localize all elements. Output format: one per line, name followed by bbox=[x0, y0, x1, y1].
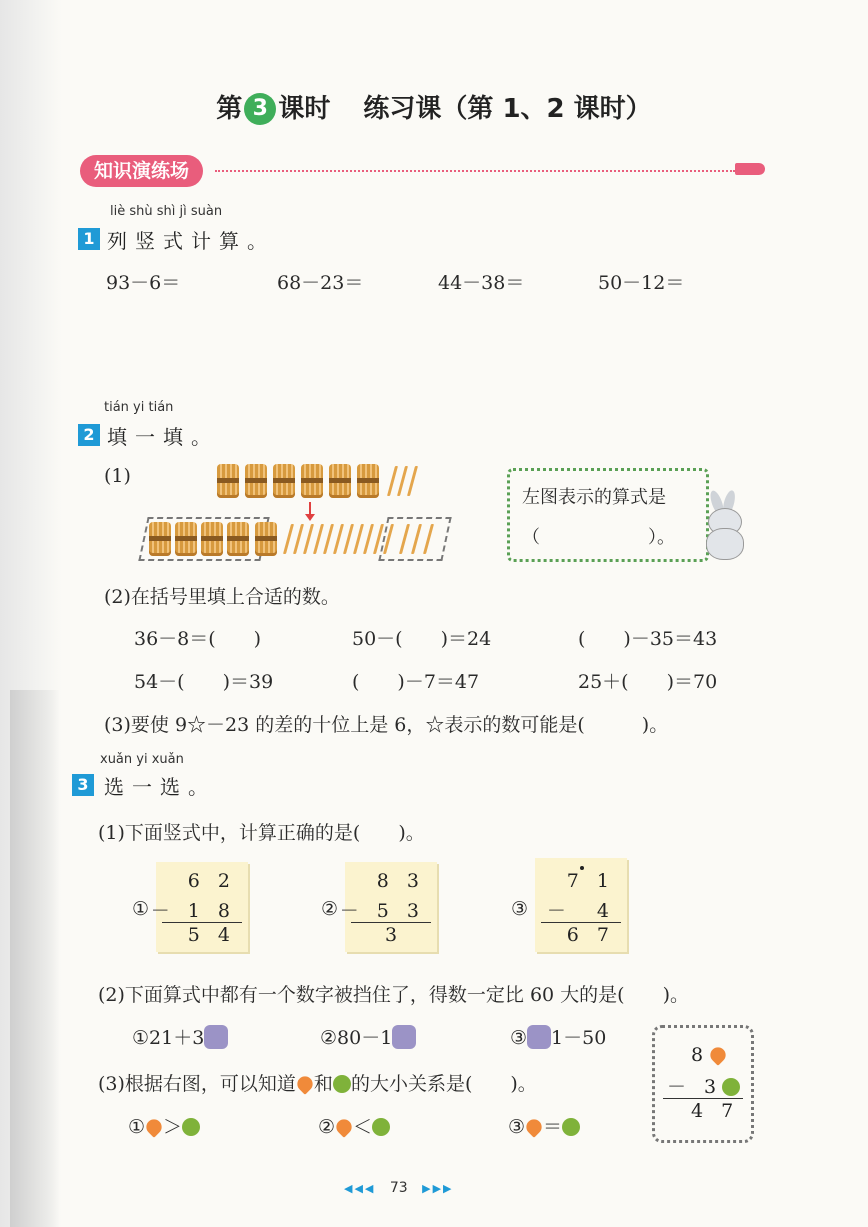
page-edge-shadow-lower bbox=[10, 690, 60, 1227]
page-footer bbox=[344, 1180, 454, 1196]
q2-p2-r2-1: 54－( )＝39 bbox=[134, 671, 274, 693]
q3-p2-opt2: ②80－1 bbox=[320, 1023, 416, 1050]
q3-p3-opt3: ③ ＝ bbox=[508, 1112, 580, 1139]
green-ball-icon bbox=[182, 1118, 200, 1136]
right-vertical-calc-box: 8 － 3 4 7 bbox=[652, 1025, 754, 1143]
green-ball-icon bbox=[372, 1118, 390, 1136]
heart-icon bbox=[523, 1116, 545, 1138]
q2-number: 2 bbox=[78, 424, 100, 446]
vertical-calc-card-3: 7 1 － 4 6 7 bbox=[535, 858, 627, 952]
vertical-calc-card-2: 8 3 － 5 3 3 bbox=[345, 862, 437, 952]
q2-part1-label: (1) bbox=[104, 465, 131, 487]
green-ball-icon bbox=[722, 1078, 740, 1096]
q1-item-1: 93－6＝ bbox=[106, 272, 181, 294]
q1-number: 1 bbox=[78, 228, 100, 250]
heart-icon bbox=[294, 1073, 316, 1095]
q1-item-2: 68－23＝ bbox=[277, 272, 364, 294]
vertical-calc-card-1: 6 2 － 1 8 5 4 bbox=[156, 862, 248, 952]
q3-instruction: 选一选。 bbox=[104, 775, 216, 799]
q1-pinyin: liè shù shì jì suàn bbox=[110, 204, 223, 219]
banner-dotted-line bbox=[215, 170, 735, 172]
q2-p2-r2-3: 25＋( )＝70 bbox=[578, 671, 718, 693]
q1-item-3: 44－38＝ bbox=[438, 272, 525, 294]
right-arrows-icon: ▶▶▶ bbox=[422, 1182, 454, 1195]
page-title: 第 3 课时 练习课（第 1、2 课时） bbox=[216, 94, 652, 124]
heart-icon bbox=[143, 1116, 165, 1138]
lesson-number-badge: 3 bbox=[244, 93, 276, 125]
ink-blot-icon bbox=[527, 1025, 551, 1049]
speech-box bbox=[507, 468, 709, 562]
green-ball-icon bbox=[562, 1118, 580, 1136]
q2-instruction: 填一填。 bbox=[107, 425, 219, 449]
page-number: 73 bbox=[389, 1180, 408, 1196]
q3-part3-label: (3)根据右图，可以知道 和 的大小关系是( )。 bbox=[98, 1073, 537, 1095]
section-banner: 知识演练场 bbox=[80, 155, 203, 187]
speech-line-1: 左图表示的算式是 bbox=[522, 487, 666, 508]
q3-p2-opt3: ③ 1－50 bbox=[510, 1027, 607, 1049]
left-arrows-icon: ◀◀◀ bbox=[344, 1182, 376, 1195]
q3-pinyin: xuǎn yi xuǎn bbox=[100, 752, 184, 767]
ink-blot-icon bbox=[204, 1025, 228, 1049]
green-ball-icon bbox=[333, 1075, 351, 1093]
q2-pinyin: tián yi tián bbox=[104, 400, 174, 415]
q2-p2-r1-1: 36－8＝( ) bbox=[134, 628, 262, 650]
q3-number: 3 bbox=[72, 774, 94, 796]
q3-part1-label: (1)下面竖式中，计算正确的是( )。 bbox=[98, 822, 425, 844]
q2-part3-label: (3)要使 9☆－23 的差的十位上是 6，☆表示的数可能是( )。 bbox=[104, 714, 669, 736]
rabbit-icon bbox=[700, 490, 750, 558]
q3-part2-label: (2)下面算式中都有一个数字被挡住了，得数一定比 60 大的是( )。 bbox=[98, 984, 689, 1006]
q2-p2-r2-2: ( )－7＝47 bbox=[352, 671, 480, 693]
q3-opt3-mark: ③ bbox=[511, 898, 529, 920]
q3-p2-opt1: ①21＋3 bbox=[132, 1023, 228, 1050]
q1-instruction: 列竖式计算。 bbox=[107, 229, 275, 253]
q1-item-4: 50－12＝ bbox=[598, 272, 685, 294]
sticks-illustration bbox=[135, 460, 455, 565]
q3-opt2-mark: ② bbox=[321, 898, 339, 920]
q2-p2-r1-2: 50－( )＝24 bbox=[352, 628, 492, 650]
heart-icon bbox=[333, 1116, 355, 1138]
q2-part2-label: (2)在括号里填上合适的数。 bbox=[104, 586, 340, 608]
q3-p3-opt1: ① ＞ bbox=[128, 1112, 200, 1139]
q2-p2-r1-3: ( )－35＝43 bbox=[578, 628, 718, 650]
pencil-icon bbox=[735, 163, 765, 175]
speech-line-2: （ ）。 bbox=[522, 527, 675, 548]
page-subtitle: 练习课（第 1、2 课时） bbox=[363, 94, 652, 124]
ink-blot-icon bbox=[392, 1025, 416, 1049]
heart-icon bbox=[707, 1044, 729, 1066]
q3-p3-opt2: ② ＜ bbox=[318, 1112, 390, 1139]
q3-opt1-mark: ① bbox=[132, 898, 150, 920]
